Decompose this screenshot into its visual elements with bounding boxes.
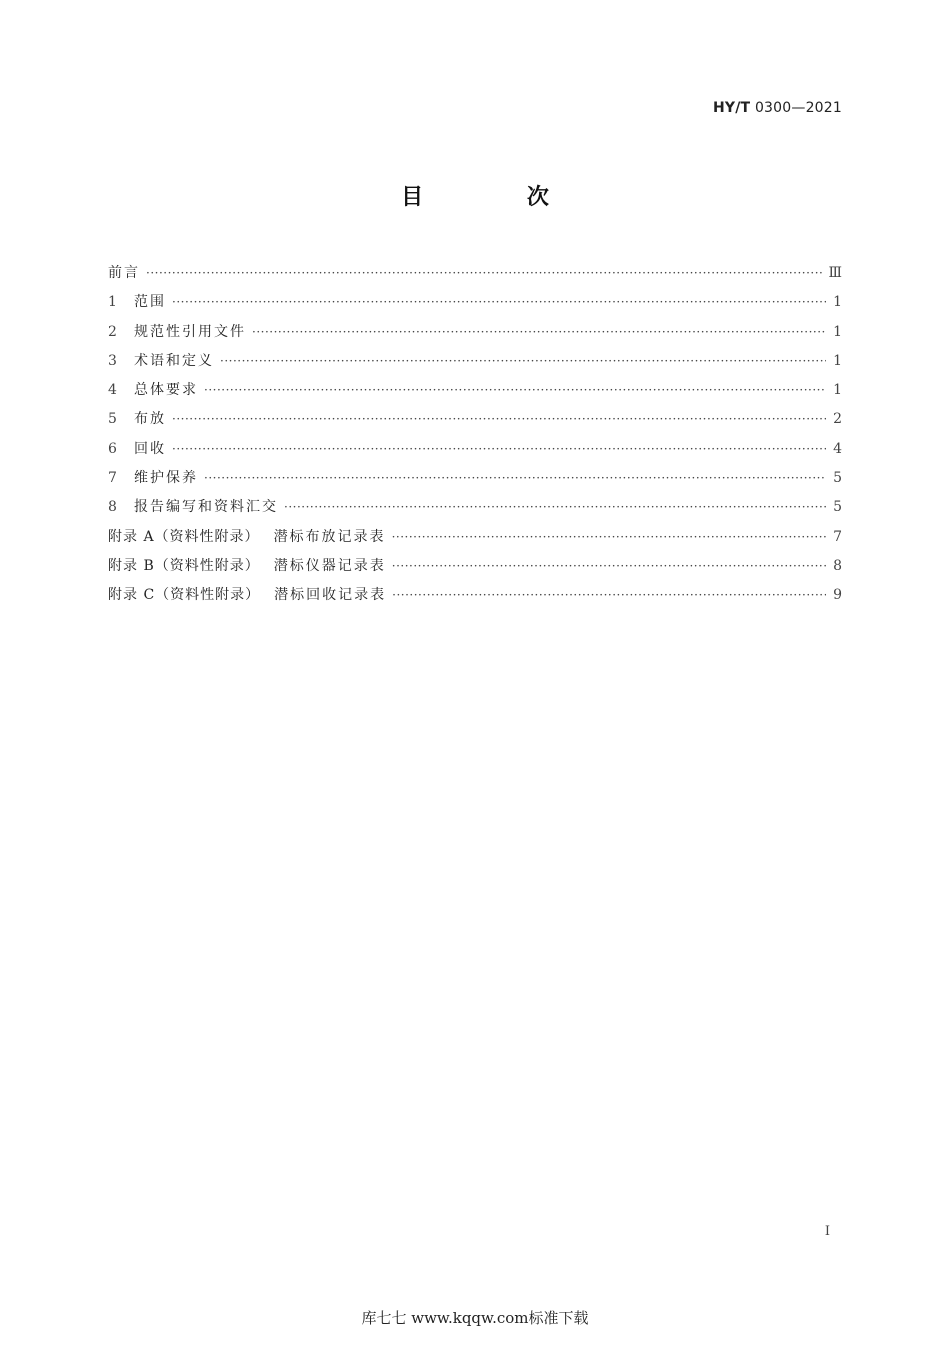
toc-entry-number: 8 <box>108 499 117 516</box>
toc-entry-page: 1 <box>833 382 842 399</box>
toc-leader-dots <box>392 581 826 610</box>
toc-entry-label: 术语和定义 <box>134 352 214 369</box>
toc-leader-dots <box>392 523 826 552</box>
toc-entry-normative-references[interactable] <box>108 318 842 347</box>
toc-leader-dots <box>392 552 826 581</box>
toc-annex-title: 潜标仪器记录表 <box>273 557 386 574</box>
toc-entry-annex-c[interactable] <box>108 581 842 610</box>
toc-entry-number: 2 <box>108 323 117 340</box>
toc-entry-label: 报告编写和资料汇交 <box>134 499 278 516</box>
toc-entry-page: 5 <box>833 499 842 516</box>
toc-entry-number: 4 <box>108 382 117 399</box>
toc-entry-reporting[interactable] <box>108 493 842 522</box>
toc-annex-title: 潜标布放记录表 <box>273 528 386 545</box>
toc-entry-page: 8 <box>833 557 842 574</box>
toc-leader-dots <box>172 435 826 464</box>
toc-entry-foreword[interactable] <box>108 259 842 288</box>
toc-entry-annex-b[interactable] <box>108 552 842 581</box>
toc-annex-label: 附录 C（资料性附录） <box>108 587 261 604</box>
standard-prefix: HY/T <box>712 100 751 116</box>
toc-entry-page: 1 <box>833 352 842 369</box>
toc-entry-annex-a[interactable] <box>108 523 842 552</box>
toc-entry-label: 布放 <box>134 411 166 428</box>
page-number: I <box>824 1224 830 1239</box>
toc-entry-number: 6 <box>108 440 117 457</box>
toc-entry-label: 前言 <box>108 265 140 281</box>
toc-leader-dots <box>220 347 826 376</box>
toc-entry-label: 规范性引用文件 <box>134 323 246 340</box>
toc-entry-scope[interactable] <box>108 288 842 317</box>
toc-leader-dots <box>172 405 826 434</box>
toc-entry-number: 1 <box>108 294 117 311</box>
toc-leader-dots <box>204 376 826 405</box>
toc-leader-dots <box>172 288 826 317</box>
toc-annex-label: 附录 A（资料性附录） <box>108 528 260 545</box>
toc-leader-dots <box>284 493 826 522</box>
table-of-contents <box>108 259 842 611</box>
toc-entry-page: 4 <box>833 440 842 457</box>
toc-entry-page: 9 <box>833 587 842 604</box>
toc-annex-label: 附录 B（资料性附录） <box>108 557 260 574</box>
toc-entry-terms-definitions[interactable] <box>108 347 842 376</box>
toc-entry-deployment[interactable] <box>108 405 842 434</box>
toc-annex-title: 潜标回收记录表 <box>274 587 387 604</box>
download-watermark: 库七七 www.kqqw.com标准下载 <box>361 1309 589 1327</box>
toc-entry-number: 5 <box>108 411 117 428</box>
toc-entry-label: 总体要求 <box>134 382 198 399</box>
toc-entry-number: 7 <box>108 470 117 487</box>
toc-entry-page: 7 <box>833 528 842 545</box>
toc-entry-label: 范围 <box>134 294 166 311</box>
toc-leader-dots <box>146 259 822 288</box>
toc-entry-page: 1 <box>833 294 842 311</box>
toc-entry-page: 5 <box>833 470 842 487</box>
page-title: 目 次 <box>401 185 597 210</box>
toc-leader-dots <box>204 464 826 493</box>
standard-number: 0300—2021 <box>754 100 842 116</box>
toc-entry-page: Ⅲ <box>828 265 842 281</box>
standard-code <box>713 100 842 116</box>
toc-leader-dots <box>252 318 826 347</box>
toc-entry-maintenance[interactable] <box>108 464 842 493</box>
toc-entry-page: 1 <box>833 323 842 340</box>
toc-entry-page: 2 <box>833 411 842 428</box>
toc-entry-label: 回收 <box>134 440 166 457</box>
toc-entry-general-requirements[interactable] <box>108 376 842 405</box>
toc-entry-label: 维护保养 <box>134 470 198 487</box>
toc-entry-recovery[interactable] <box>108 435 842 464</box>
toc-entry-number: 3 <box>108 352 117 369</box>
